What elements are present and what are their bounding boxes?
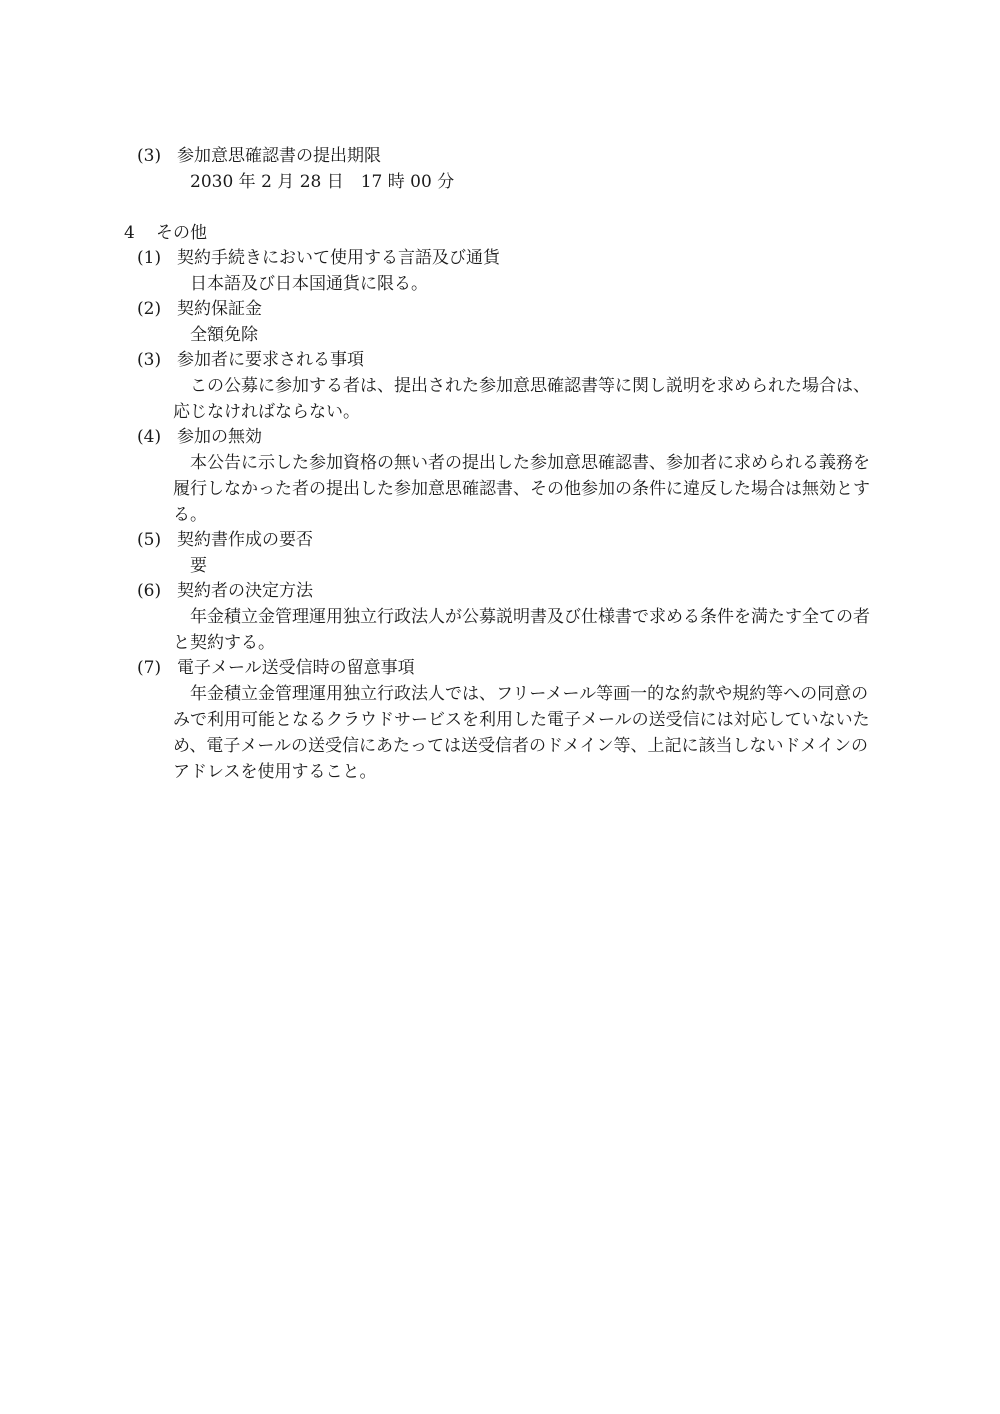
item-heading: 契約書作成の要否 — [177, 530, 313, 550]
item-heading: 契約手続きにおいて使用する言語及び通貨 — [177, 248, 500, 268]
item-body: 全額免除 — [190, 325, 258, 345]
deadline-value: 2030 年 2 月 28 日 17 時 00 分 — [190, 172, 455, 192]
item-number: (4) — [137, 427, 162, 447]
section-number: 4 — [124, 223, 135, 243]
item-number: (7) — [137, 658, 162, 678]
item-number: (2) — [137, 299, 162, 319]
item-number: (3) — [137, 146, 162, 166]
item-number: (6) — [137, 581, 162, 601]
item-body: 本公告に示した参加資格の無い者の提出した参加意思確認書、参加者に求められる義務を履行しなかった者の提出した参加意思確認書、その他参加の条件に違反した場合は無効とする。 — [173, 453, 870, 525]
item-heading: 契約保証金 — [177, 299, 262, 319]
item-heading: 電子メール送受信時の留意事項 — [177, 658, 415, 678]
item-body: 日本語及び日本国通貨に限る。 — [190, 274, 428, 294]
item-number: (1) — [137, 248, 162, 268]
item-body: 年金積立金管理運用独立行政法人では、フリーメール等画一的な約款や規約等への同意のみで利用可能となるクラウドサービスを利用した電子メールの送受信には対応していないため、電子メールの送受信にあたっては送受信者のドメイン等、上記に該当しないドメインのアドレスを使用すること。 — [173, 684, 870, 782]
section-heading: その他 — [156, 223, 207, 243]
item-heading: 参加者に要求される事項 — [177, 350, 364, 370]
item-heading: 契約者の決定方法 — [177, 581, 313, 601]
item-number: (3) — [137, 350, 162, 370]
item-body: 年金積立金管理運用独立行政法人が公募説明書及び仕様書で求める条件を満たす全ての者と契約する。 — [173, 607, 870, 653]
item-body: 要 — [190, 556, 207, 576]
item-body: この公募に参加する者は、提出された参加意思確認書等に関し説明を求められた場合は、応じなければならない。 — [173, 376, 870, 422]
item-number: (5) — [137, 530, 162, 550]
item-heading: 参加意思確認書の提出期限 — [177, 146, 381, 166]
item-heading: 参加の無効 — [177, 427, 262, 447]
